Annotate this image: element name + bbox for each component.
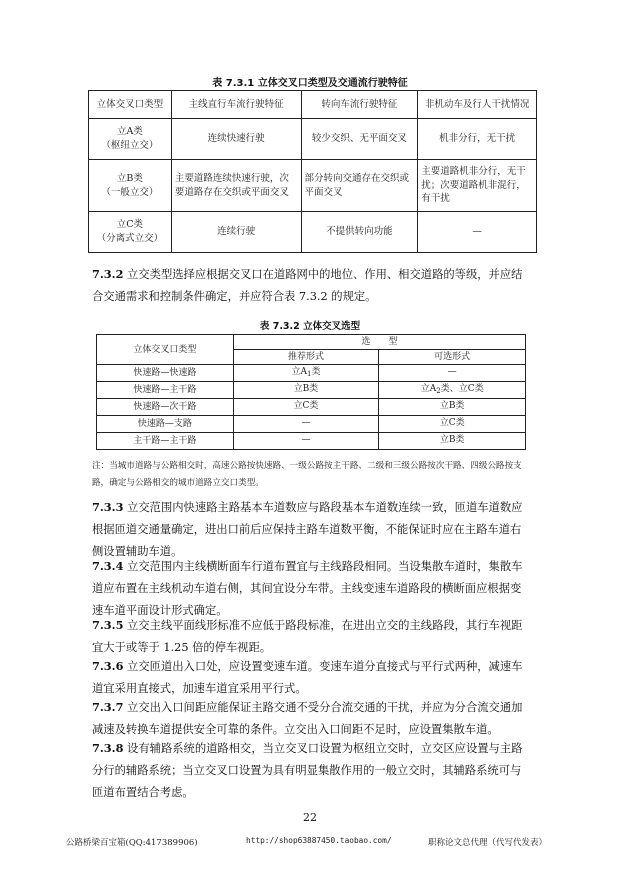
type-desc: （一般立交） [101,186,159,198]
page-number: 22 [303,811,317,824]
table1-caption: 表 7.3.1 立体交叉口类型及交通流行驶特征 [212,78,408,89]
table-row [89,160,537,212]
table-row [97,365,526,382]
recommended-cell: 立C类 [233,399,379,416]
table1-header: 转向车流行驶特征 [301,91,418,119]
clause-number: 7.3.5 [92,618,124,632]
clause-text: 设有辅路系统的道路相交，当立交叉口设置为枢纽立交时，立交区应设置与主路分行的辅路系统；当立交叉口设置为具有明显集散作用的一般立交时，其辅路系统可与匝道布置结合考虑。 [92,742,523,799]
clause-text: 立交匝道出入口处，应设置变速车道。变速车道分直接式与平行式两种，减速车道宜采用直接式，加速车道宜采用平行式。 [92,660,523,695]
type-desc: （分离式立交） [96,233,164,244]
table-row [97,382,526,399]
type-name: 立B类 [116,172,143,184]
table-row [97,416,526,433]
table2-header-recommended: 推荐形式 [233,350,379,365]
clause-7-3-5 [92,614,530,659]
main-flow-cell: 连续行驶 [171,212,301,253]
road-pair-cell: 快速路—支路 [97,416,234,433]
table-row [89,119,537,160]
clause-text: 立交出入口间距应能保证主路交通不受分合流交通的干扰，并应为分合流交通加减速及转换车道提供安全可靠的条件。立交出入口间距不足时，应设置集散车道。 [92,701,523,736]
clause-number: 7.3.2 [92,267,124,281]
table1-header: 立体交叉口类型 [89,91,172,119]
type-desc: （枢纽立交） [101,140,159,151]
table1-header: 非机动车及行人干扰情况 [418,91,537,119]
table2-header-optional: 可选形式 [379,350,526,365]
table-interchange-types [88,90,537,253]
type-name: 立A类 [116,126,143,138]
table-row [97,433,526,450]
clause-number: 7.3.3 [92,500,124,514]
nonmotor-cell: — [418,212,537,253]
turn-flow-cell: 不提供转向功能 [301,212,418,253]
turn-flow-cell: 较少交织、无平面交叉 [301,119,418,160]
table1-header: 主线直行车流行驶特征 [171,91,301,119]
nonmotor-cell: 主要道路机非分行，无干扰；次要道路机非混行，有干扰 [418,160,537,212]
table-row [89,212,537,253]
table-interchange-selection [96,334,526,450]
optional-cell: 立B类 [379,433,526,450]
clause-7-3-7 [92,696,530,741]
recommended-cell: 立B类 [233,382,379,399]
clause-text: 立交范围内快速路主路基本车道数应与路段基本车道数连续一致，匝道车道数应根据匝道交通量确定，进出口前后应保持主路车道数平衡，不能保证时应在主路车道右侧设置辅助车道。 [92,501,523,558]
clause-7-3-8 [92,737,530,804]
table-row [97,399,526,416]
main-flow-cell: 主要道路连续快速行驶，次要道路存在交织或平面交叉 [171,160,301,212]
nonmotor-cell: 机非分行，无干扰 [418,119,537,160]
type-name: 立C类 [116,219,144,231]
clause-7-3-4 [92,555,530,622]
clause-number: 7.3.8 [92,741,124,755]
road-pair-cell: 快速路—快速路 [97,365,234,382]
turn-flow-cell: 部分转向交通存在交织或平面交叉 [301,160,418,212]
table-note: 注：当城市道路与公路相交时，高速公路按快速路、一级公路按主干路、二级和三级公路按次干路、四级公路按支路，确定与公路相交的城市道路立交口类型。 [92,461,522,488]
table2-header-select: 选 型 [233,335,525,350]
road-pair-cell: 快速路—次干路 [97,399,234,416]
footer-right-text: 职称论文总代理（代写代发表） [428,838,548,848]
optional-cell: 立$A_2$类、立C类 [379,382,526,399]
clause-text: 立交范围内主线横断面车行道布置宜与主线路段相同。当设集散车道时，集散车道应布置在主线机动车道右侧，其间宜设分车带。主线变速车道路段的横断面应根据变速车道平面设计形式确定。 [92,560,523,617]
clause-number: 7.3.6 [92,659,124,673]
clause-7-3-3 [92,496,530,563]
clause-number: 7.3.7 [92,700,124,714]
footer-left-text: 公路桥梁百宝箱(QQ:417389906) [66,838,198,848]
clause-7-3-6 [92,655,530,700]
recommended-cell: 立$A_1$类 [233,365,379,382]
clause-7-3-2 [92,263,530,308]
table2-caption: 表 7.3.2 立体交叉选型 [259,321,361,332]
optional-cell: 立B类 [379,399,526,416]
road-pair-cell: 快速路—主干路 [97,382,234,399]
main-flow-cell: 连续快速行驶 [171,119,301,160]
footer-url-link[interactable]: http://shop63887450.taobao.com/ [246,836,392,845]
road-pair-cell: 主干路—主干路 [97,433,234,450]
clause-text: 立交类型选择应根据交叉口在道路网中的地位、作用、相交道路的等级，并应结合交通需求和控制条件确定，并应符合表 7.3.2 的规定。 [92,268,523,303]
optional-cell: 立C类 [379,416,526,433]
clause-number: 7.3.4 [92,559,124,573]
table2-header-type: 立体交叉口类型 [97,335,234,365]
recommended-cell: — [233,433,379,450]
clause-text: 立交主线平面线形标准不应低于路段标准，在进出立交的主线路段，其行车视距宜大于或等于 1.25 倍的停车视距。 [92,619,523,654]
optional-cell: — [379,365,526,382]
recommended-cell: — [233,416,379,433]
